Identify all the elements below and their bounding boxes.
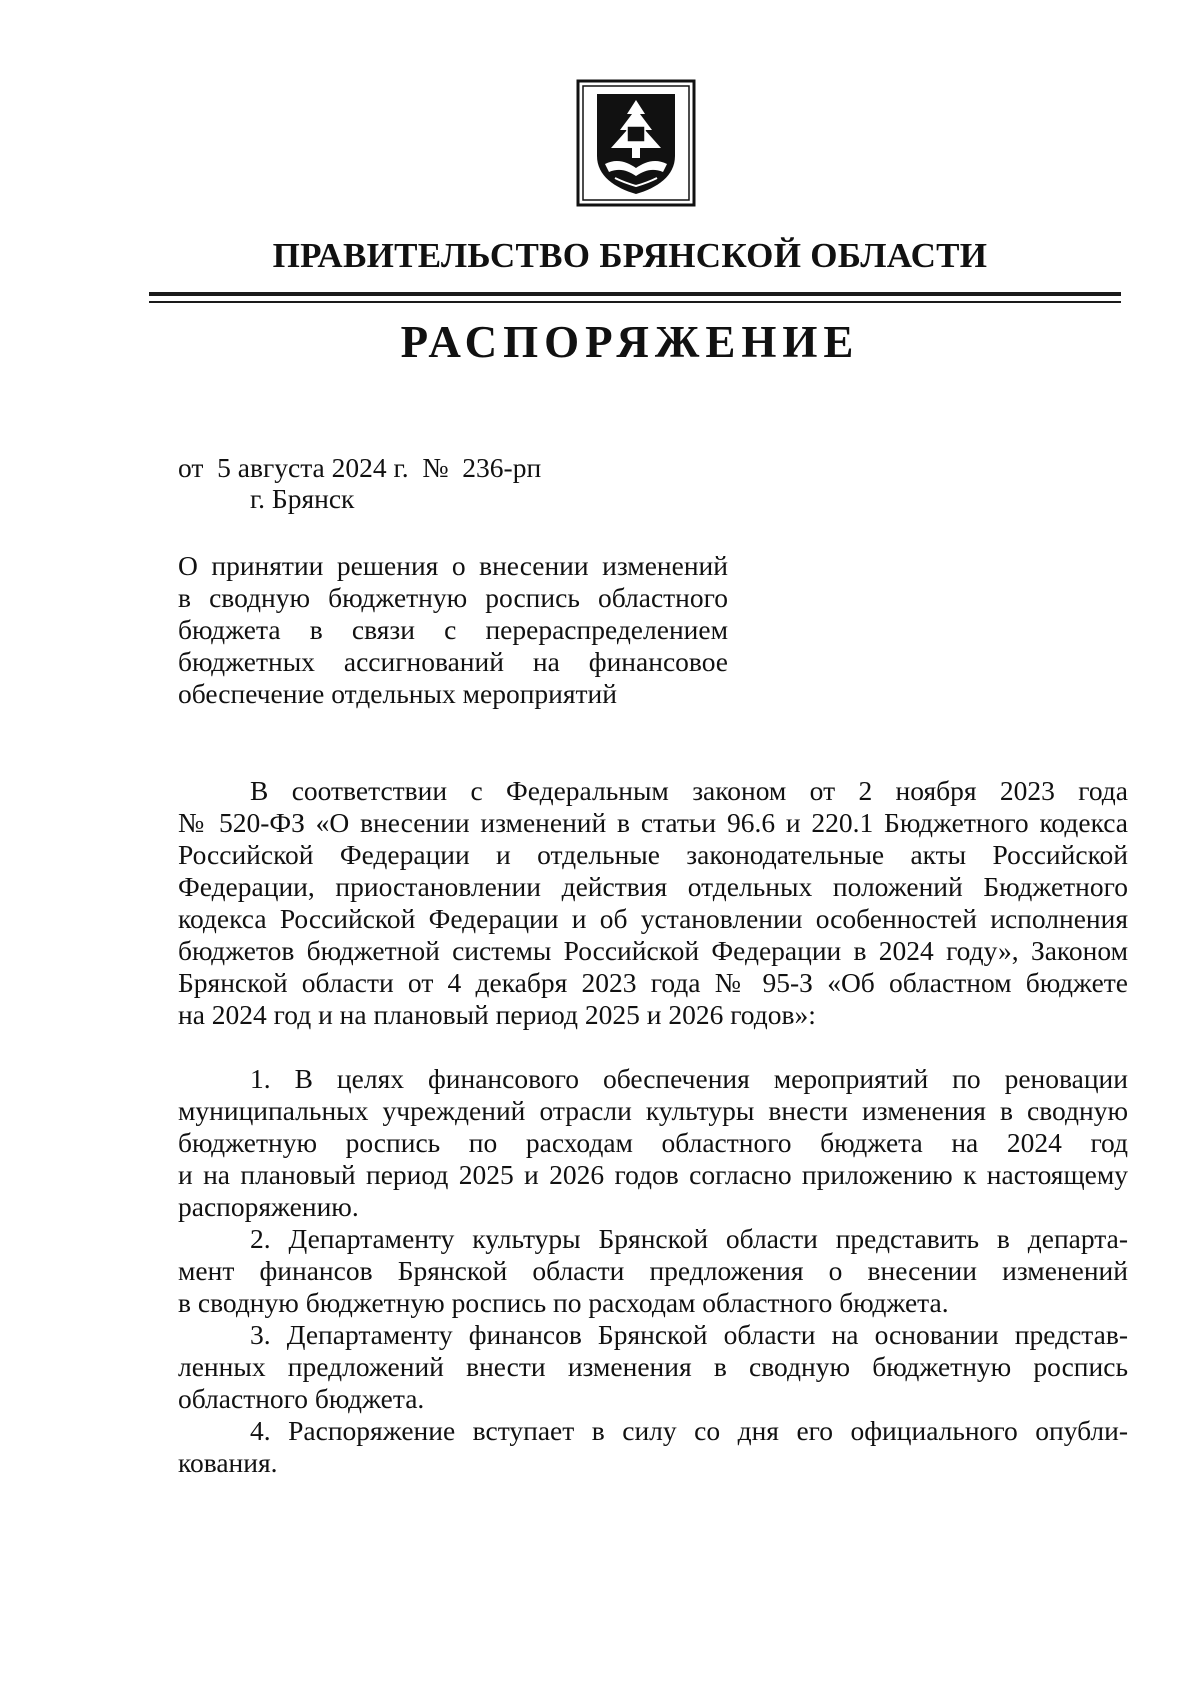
preamble-paragraph: [178, 775, 1128, 1031]
subject-line: бюджета в связи с перераспределением: [178, 614, 728, 645]
paragraph-line: мент финансов Брянской области предложения о внесении изменений: [178, 1255, 1128, 1286]
paragraph-line: 2. Департаменту культуры Брянской области представить в департа-: [250, 1223, 1128, 1254]
paragraph-line: бюджетов бюджетной системы Российской Федерации в 2024 году», Законом: [178, 935, 1128, 966]
subject-line: бюджетных ассигнований на финансовое: [178, 646, 728, 677]
date-and-number: от 5 августа 2024 г. № 236-рп: [178, 452, 542, 483]
paragraph-line: 4. Распоряжение вступает в силу со дня его официального опубли-: [250, 1415, 1128, 1446]
header-divider-thick: [149, 292, 1121, 296]
city: г. Брянск: [250, 483, 355, 514]
item-1: [178, 1063, 1128, 1223]
subject-line: в сводную бюджетную роспись областного: [178, 582, 728, 613]
paragraph-line: Брянской области от 4 декабря 2023 года № 95-З «Об областном бюджете: [178, 967, 1128, 998]
paragraph-line: кодекса Российской Федерации и об установлении особенностей исполнения: [178, 903, 1128, 934]
paragraph-line: В соответствии с Федеральным законом от 2 ноября 2023 года: [250, 775, 1128, 806]
paragraph-line: 1. В целях финансового обеспечения мероприятий по реновации: [250, 1063, 1128, 1094]
paragraph-line: 3. Департаменту финансов Брянской области на основании представ-: [250, 1319, 1128, 1350]
item-4: [178, 1415, 1128, 1479]
paragraph-line: областного бюджета.: [178, 1383, 425, 1414]
paragraph-line: распоряжению.: [178, 1191, 359, 1222]
document-type-title: РАСПОРЯЖЕНИЕ: [400, 317, 860, 367]
item-3: [178, 1319, 1128, 1415]
paragraph-line: на 2024 год и на плановый период 2025 и 2026 годов»:: [178, 999, 816, 1030]
paragraph-gap: [178, 1031, 1128, 1063]
paragraph-line: Федерации, приостановлении действия отдельных положений Бюджетного: [178, 871, 1128, 902]
paragraph-line: и на плановый период 2025 и 2026 годов согласно приложению к настоящему: [178, 1159, 1128, 1190]
paragraph-line: Российской Федерации и отдельные законодательные акты Российской: [178, 839, 1128, 870]
paragraph-line: в сводную бюджетную роспись по расходам областного бюджета.: [178, 1287, 949, 1318]
document-body: [178, 775, 1128, 1479]
subject-heading: [178, 550, 728, 710]
header-divider-thin: [149, 301, 1121, 303]
item-2: [178, 1223, 1128, 1319]
paragraph-line: № 520-ФЗ «О внесении изменений в статьи 96.6 и 220.1 Бюджетного кодекса: [178, 807, 1128, 838]
paragraph-line: муниципальных учреждений отрасли культуры внести изменения в сводную: [178, 1095, 1128, 1126]
paragraph-line: бюджетную роспись по расходам областного бюджета на 2024 год: [178, 1127, 1128, 1158]
paragraph-line: кования.: [178, 1447, 278, 1478]
organization-title: ПРАВИТЕЛЬСТВО БРЯНСКОЙ ОБЛАСТИ: [272, 236, 988, 275]
subject-line: О принятии решения о внесении изменений: [178, 550, 728, 581]
coat-of-arms-icon: [575, 78, 697, 208]
paragraph-line: ленных предложений внести изменения в сводную бюджетную роспись: [178, 1351, 1128, 1382]
subject-line: обеспечение отдельных мероприятий: [178, 678, 617, 709]
